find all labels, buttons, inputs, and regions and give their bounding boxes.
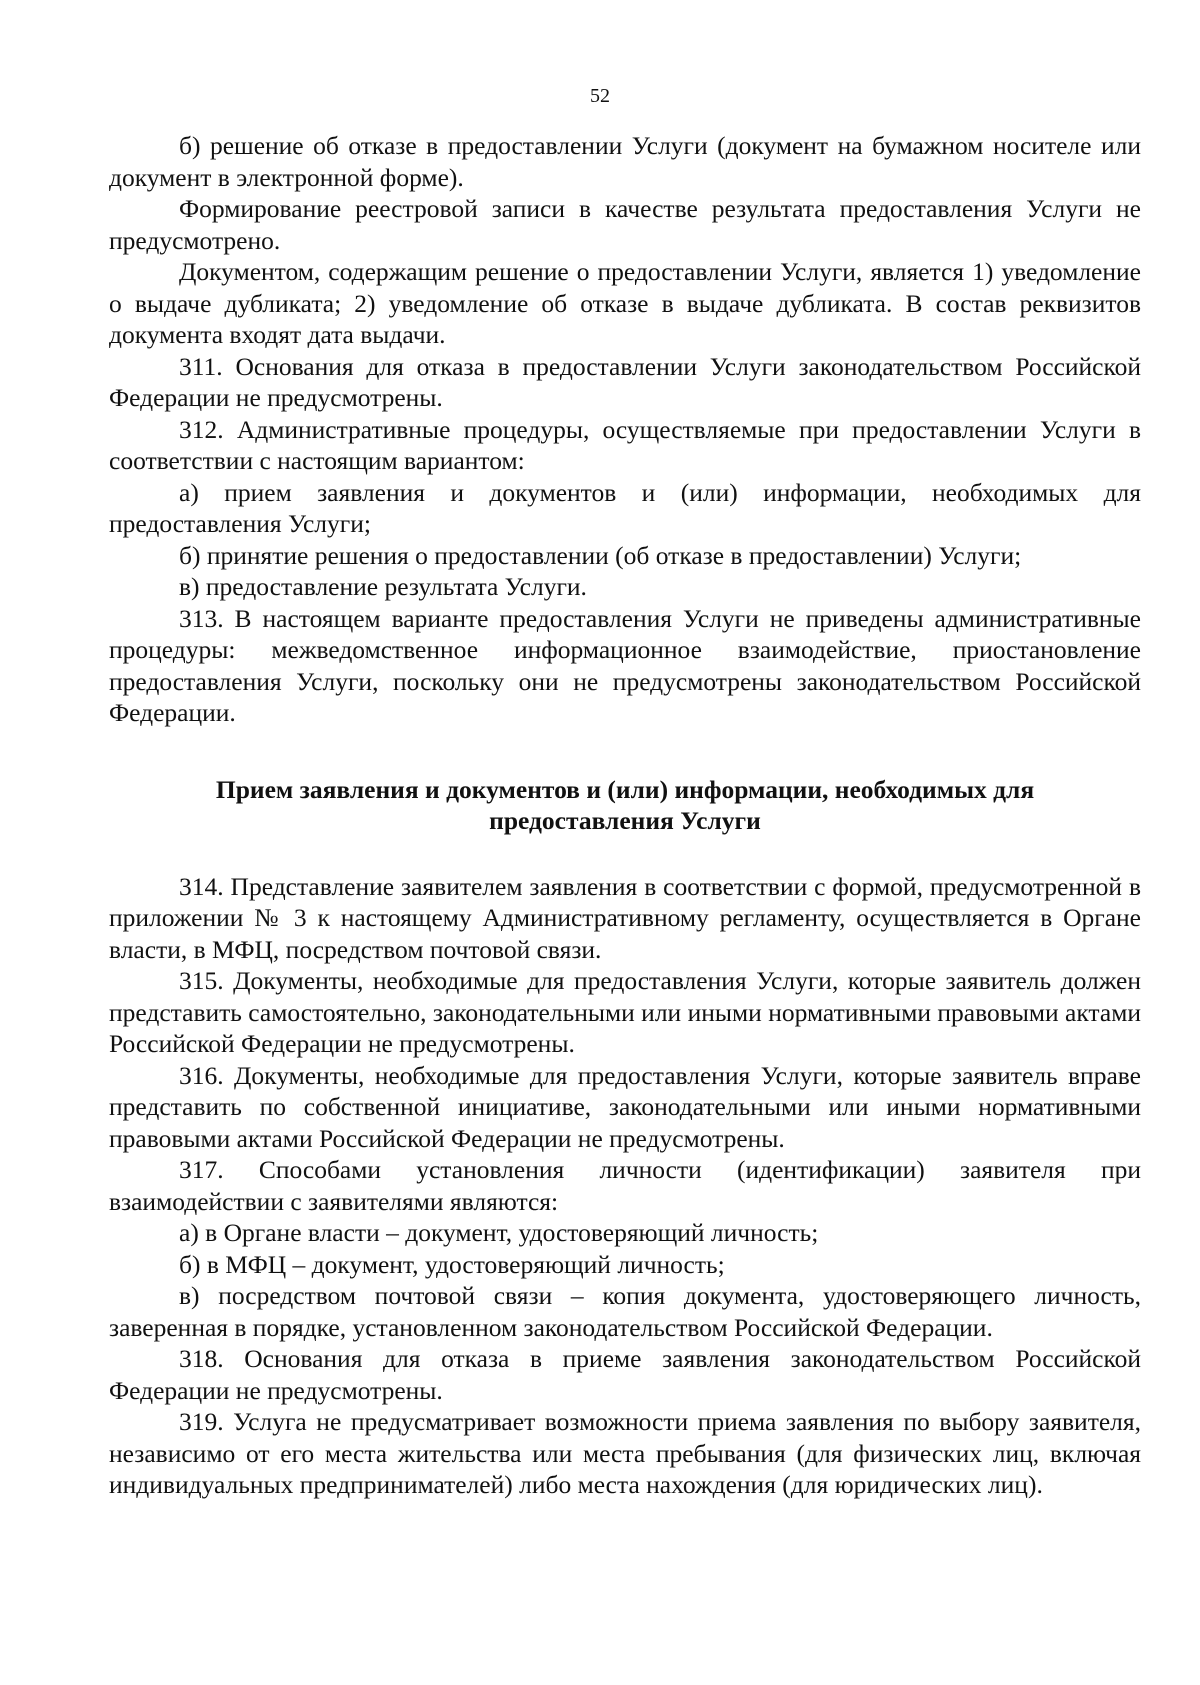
paragraph-registry-record: Формирование реестровой записи в качестве результата предоставления Услуги не предусмотрено. xyxy=(109,194,1141,255)
document-body xyxy=(109,130,1141,1501)
list-item-312-v: в) предоставление результата Услуги. xyxy=(179,572,587,601)
list-item-312-a: а) прием заявления и документов и (или) информации, необходимых для предоставления Услуги; xyxy=(109,477,1141,538)
paragraph-311: 311. Основания для отказа в предоставлении Услуги законодательством Российской Федерации не предусмотрены. xyxy=(109,351,1141,412)
paragraph-315: 315. Документы, необходимые для предоставления Услуги, которые заявитель должен представить самостоятельно, законодательными или иными нормативными правовыми актами Российской Федерации не предусмотрены. xyxy=(109,966,1141,1058)
page-number: 52 xyxy=(590,85,610,107)
list-item-317-b: б) в МФЦ – документ, удостоверяющий личность; xyxy=(179,1249,725,1279)
list-item-312-b: б) принятие решения о предоставлении (об отказе в предоставлении) Услуги; xyxy=(179,540,1022,570)
section-results-and-procedures xyxy=(109,130,1141,729)
paragraph-316: 316. Документы, необходимые для предоставления Услуги, которые заявитель вправе представить по собственной инициативе, законодательными или иными нормативными правовыми актами Российской Федерации не предусмотрены. xyxy=(109,1060,1141,1153)
section-heading-line-2: предоставления Услуги xyxy=(489,806,761,835)
paragraph-314: 314. Представление заявителем заявления в соответствии с формой, предусмотренной в приложении № 3 к настоящему Административному регламенту, осуществляется в Органе власти, в МФЦ, посредством почтовой связи. xyxy=(109,871,1141,964)
paragraph-313: 313. В настоящем варианте предоставления Услуги не приведены административные процедуры: межведомственное информационное взаимодействие, приостановление предоставления Услуги, поскольку они не предусмотрены законодательством Российской Федерации. xyxy=(109,603,1141,727)
paragraph-refusal-decision: б) решение об отказе в предоставлении Услуги (документ на бумажном носителе или документ в электронной форме). xyxy=(109,131,1141,192)
paragraph-317: 317. Способами установления личности (идентификации) заявителя при взаимодействии с заявителями являются: xyxy=(109,1155,1141,1216)
section-heading xyxy=(109,774,1141,837)
section-heading-line-1: Прием заявления и документов и (или) информации, необходимых для xyxy=(215,774,1035,804)
list-item-317-a: а) в Органе власти – документ, удостоверяющий личность; xyxy=(179,1218,819,1247)
section-application-intake xyxy=(109,871,1141,1501)
paragraph-decision-document: Документом, содержащим решение о предоставлении Услуги, является 1) уведомление о выдаче дубликата; 2) уведомление об отказе в выдаче дубликата. В состав реквизитов документа входят дата выдачи. xyxy=(109,257,1141,349)
list-item-317-v: в) посредством почтовой связи – копия документа, удостоверяющего личность, заверенная в порядке, установленном законодательством Российской Федерации. xyxy=(109,1281,1141,1342)
paragraph-319: 319. Услуга не предусматривает возможности приема заявления по выбору заявителя, независимо от его места жительства или места пребывания (для физических лиц, включая индивидуальных предпринимателей) либо места нахождения (для юридических лиц). xyxy=(109,1407,1141,1499)
paragraph-312: 312. Административные процедуры, осуществляемые при предоставлении Услуги в соответствии с настоящим вариантом: xyxy=(109,414,1141,475)
paragraph-318: 318. Основания для отказа в приеме заявления законодательством Российской Федерации не предусмотрены. xyxy=(109,1344,1141,1405)
